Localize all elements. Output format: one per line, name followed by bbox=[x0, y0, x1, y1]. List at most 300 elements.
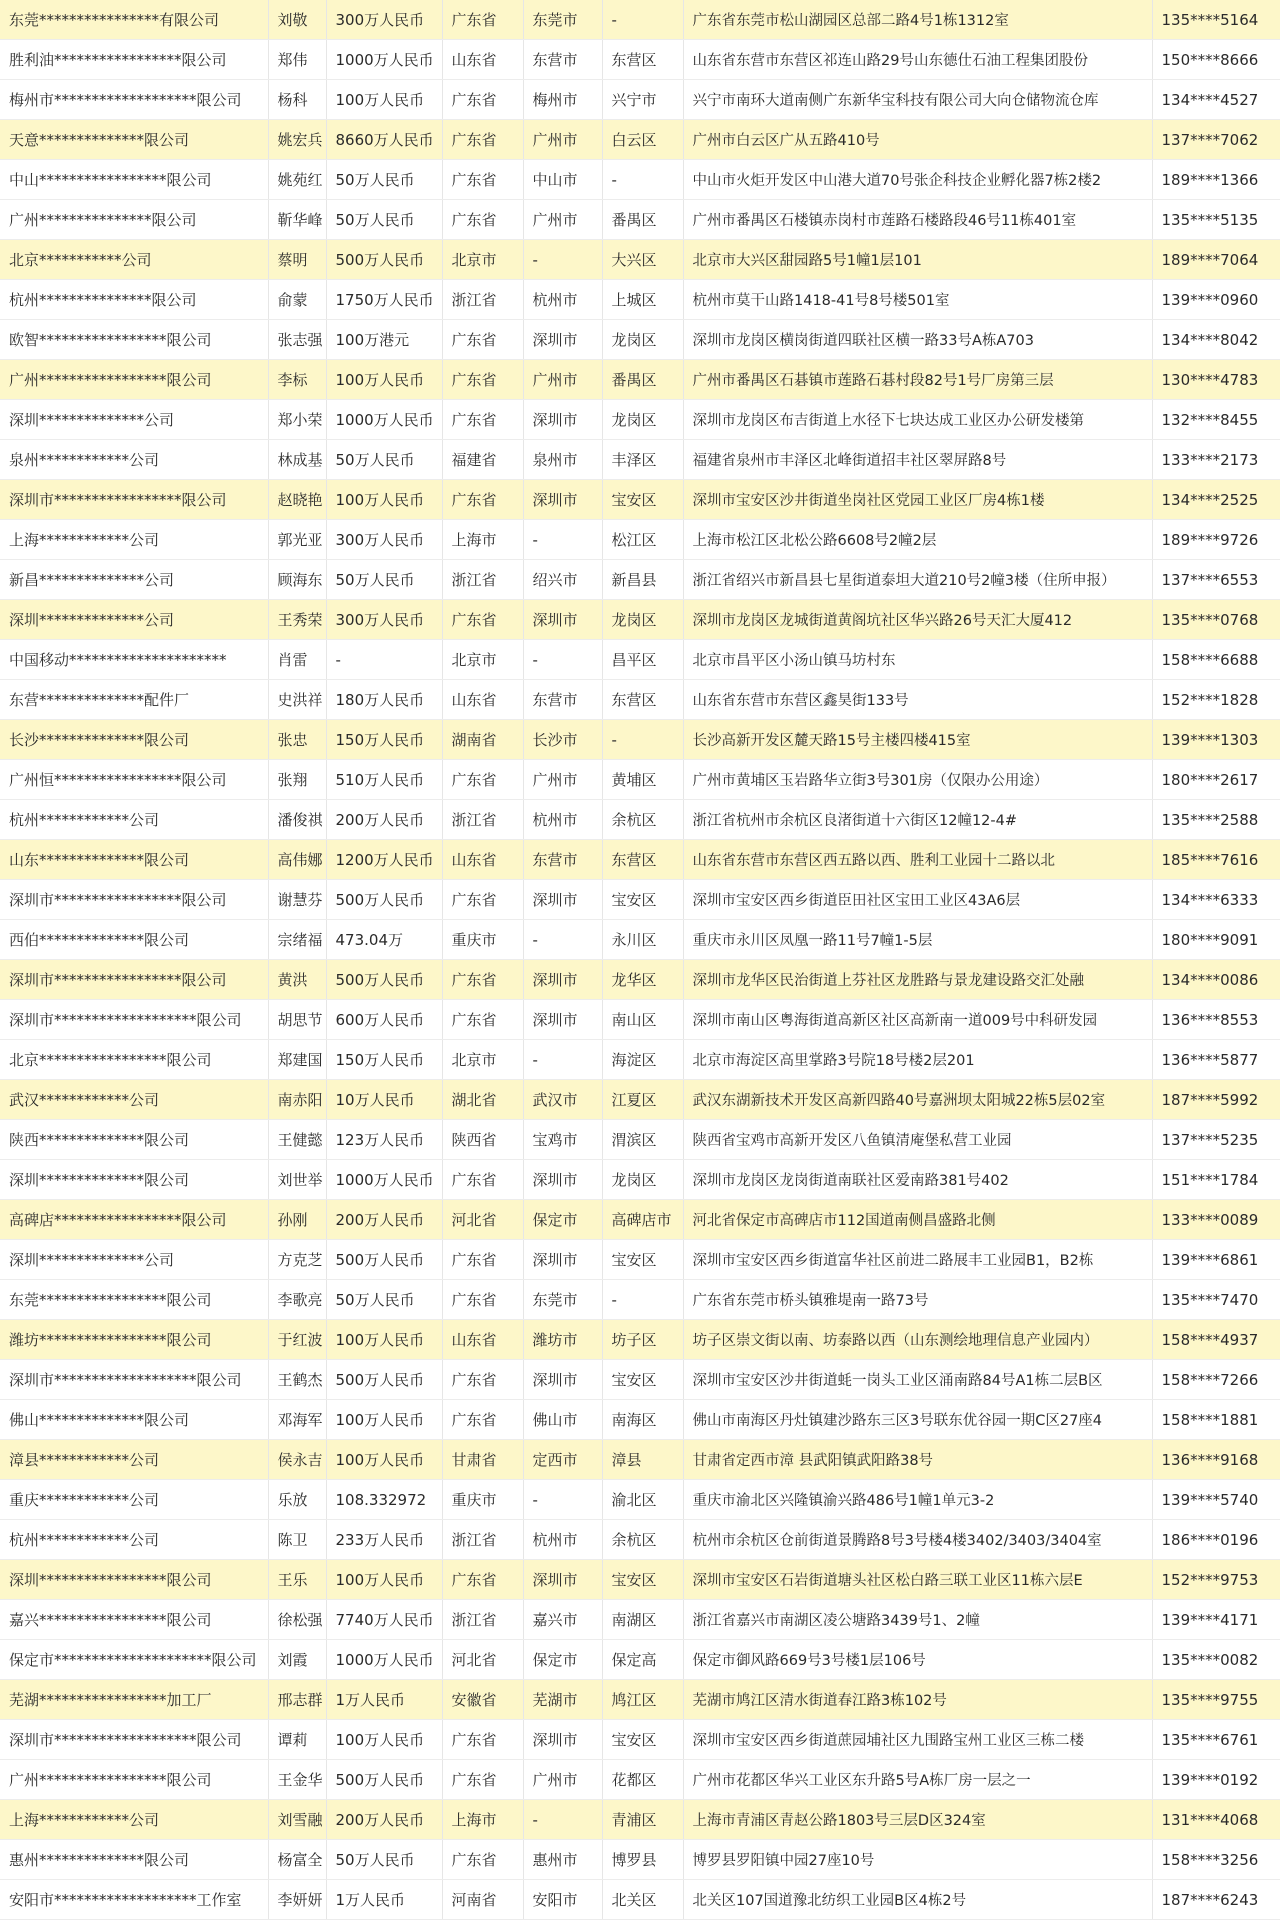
contact-person-cell: 邢志群 bbox=[268, 1680, 326, 1720]
city-cell: 深圳市 bbox=[523, 1360, 602, 1400]
phone-cell: 185****7616 bbox=[1152, 840, 1280, 880]
district-cell: 龙岗区 bbox=[602, 1160, 683, 1200]
city-cell: 东营市 bbox=[523, 840, 602, 880]
province-cell: 浙江省 bbox=[442, 1600, 523, 1640]
address-cell: 深圳市南山区粤海街道高新区社区高新南一道009号中科研发园 bbox=[683, 1000, 1152, 1040]
address-cell: 深圳市宝安区沙井街道坐岗社区党园工业区厂房4栋1楼 bbox=[683, 480, 1152, 520]
province-cell: 广东省 bbox=[442, 0, 523, 40]
province-cell: 河北省 bbox=[442, 1640, 523, 1680]
province-cell: 山东省 bbox=[442, 840, 523, 880]
city-cell: 东营市 bbox=[523, 40, 602, 80]
address-cell: 杭州市余杭区仓前街道景腾路8号3号楼4楼3402/3403/3404室 bbox=[683, 1520, 1152, 1560]
company-name-cell: 漳县************公司 bbox=[0, 1440, 268, 1480]
address-cell: 甘肃省定西市漳 县武阳镇武阳路38号 bbox=[683, 1440, 1152, 1480]
contact-person-cell: 刘敬 bbox=[268, 0, 326, 40]
company-name-cell: 深圳**************公司 bbox=[0, 1240, 268, 1280]
phone-cell: 139****1303 bbox=[1152, 720, 1280, 760]
city-cell: 长沙市 bbox=[523, 720, 602, 760]
district-cell: 龙岗区 bbox=[602, 600, 683, 640]
registered-capital-cell: 1万人民币 bbox=[326, 1680, 442, 1720]
province-cell: 广东省 bbox=[442, 1400, 523, 1440]
table-row bbox=[0, 360, 1280, 400]
table-row bbox=[0, 920, 1280, 960]
address-cell: 广州市黄埔区玉岩路华立街3号301房（仅限办公用途） bbox=[683, 760, 1152, 800]
contact-person-cell: 王秀荣 bbox=[268, 600, 326, 640]
contact-person-cell: 杨富全 bbox=[268, 1840, 326, 1880]
city-cell: 定西市 bbox=[523, 1440, 602, 1480]
address-cell: 深圳市龙华区民治街道上芬社区龙胜路与景龙建设路交汇处融 bbox=[683, 960, 1152, 1000]
company-name-cell: 北京***********公司 bbox=[0, 240, 268, 280]
company-name-cell: 重庆************公司 bbox=[0, 1480, 268, 1520]
address-cell: 北关区107国道豫北纺织工业园B区4栋2号 bbox=[683, 1880, 1152, 1920]
district-cell: 宝安区 bbox=[602, 480, 683, 520]
address-cell: 深圳市宝安区西乡街道蔗园埔社区九围路宝州工业区三栋二楼 bbox=[683, 1720, 1152, 1760]
contact-person-cell: 刘雪融 bbox=[268, 1800, 326, 1840]
district-cell: 新昌县 bbox=[602, 560, 683, 600]
table-row bbox=[0, 880, 1280, 920]
company-name-cell: 杭州***************限公司 bbox=[0, 280, 268, 320]
contact-person-cell: 高伟娜 bbox=[268, 840, 326, 880]
city-cell: 杭州市 bbox=[523, 1520, 602, 1560]
district-cell: 东营区 bbox=[602, 680, 683, 720]
province-cell: 福建省 bbox=[442, 440, 523, 480]
registered-capital-cell: 1200万人民币 bbox=[326, 840, 442, 880]
province-cell: 北京市 bbox=[442, 240, 523, 280]
contact-person-cell: 郑建国 bbox=[268, 1040, 326, 1080]
province-cell: 河北省 bbox=[442, 1200, 523, 1240]
company-name-cell: 深圳市*******************限公司 bbox=[0, 1360, 268, 1400]
company-name-cell: 深圳**************限公司 bbox=[0, 1160, 268, 1200]
contact-person-cell: 潘俊祺 bbox=[268, 800, 326, 840]
company-name-cell: 深圳市*******************限公司 bbox=[0, 1000, 268, 1040]
district-cell: 江夏区 bbox=[602, 1080, 683, 1120]
province-cell: 广东省 bbox=[442, 400, 523, 440]
company-name-cell: 深圳市*****************限公司 bbox=[0, 880, 268, 920]
district-cell: 兴宁市 bbox=[602, 80, 683, 120]
city-cell: 深圳市 bbox=[523, 600, 602, 640]
province-cell: 浙江省 bbox=[442, 280, 523, 320]
table-row bbox=[0, 720, 1280, 760]
registered-capital-cell: 50万人民币 bbox=[326, 200, 442, 240]
table-row bbox=[0, 1680, 1280, 1720]
contact-person-cell: 史洪祥 bbox=[268, 680, 326, 720]
phone-cell: 139****6861 bbox=[1152, 1240, 1280, 1280]
phone-cell: 187****6243 bbox=[1152, 1880, 1280, 1920]
address-cell: 北京市昌平区小汤山镇马坊村东 bbox=[683, 640, 1152, 680]
company-name-cell: 广州*****************限公司 bbox=[0, 1760, 268, 1800]
phone-cell: 135****5164 bbox=[1152, 0, 1280, 40]
district-cell: 黄埔区 bbox=[602, 760, 683, 800]
address-cell: 坊子区崇文街以南、坊泰路以西（山东测绘地理信息产业园内） bbox=[683, 1320, 1152, 1360]
registered-capital-cell: 200万人民币 bbox=[326, 1800, 442, 1840]
city-cell: 芜湖市 bbox=[523, 1680, 602, 1720]
contact-person-cell: 刘霞 bbox=[268, 1640, 326, 1680]
address-cell: 兴宁市南环大道南侧广东新华宝科技有限公司大向仓储物流仓库 bbox=[683, 80, 1152, 120]
contact-person-cell: 张翔 bbox=[268, 760, 326, 800]
district-cell: 昌平区 bbox=[602, 640, 683, 680]
phone-cell: 158****1881 bbox=[1152, 1400, 1280, 1440]
province-cell: 广东省 bbox=[442, 1000, 523, 1040]
province-cell: 广东省 bbox=[442, 80, 523, 120]
company-name-cell: 陕西**************限公司 bbox=[0, 1120, 268, 1160]
table-row bbox=[0, 480, 1280, 520]
province-cell: 广东省 bbox=[442, 1760, 523, 1800]
phone-cell: 137****7062 bbox=[1152, 120, 1280, 160]
registered-capital-cell: 100万人民币 bbox=[326, 1560, 442, 1600]
phone-cell: 187****5992 bbox=[1152, 1080, 1280, 1120]
registered-capital-cell: 1000万人民币 bbox=[326, 40, 442, 80]
province-cell: 上海市 bbox=[442, 1800, 523, 1840]
district-cell: 花都区 bbox=[602, 1760, 683, 1800]
province-cell: 广东省 bbox=[442, 360, 523, 400]
company-name-cell: 东营**************配件厂 bbox=[0, 680, 268, 720]
company-name-cell: 武汉************公司 bbox=[0, 1080, 268, 1120]
registered-capital-cell: 100万人民币 bbox=[326, 80, 442, 120]
phone-cell: 137****5235 bbox=[1152, 1120, 1280, 1160]
province-cell: 广东省 bbox=[442, 120, 523, 160]
contact-person-cell: 张志强 bbox=[268, 320, 326, 360]
address-cell: 浙江省嘉兴市南湖区凌公塘路3439号1、2幢 bbox=[683, 1600, 1152, 1640]
company-name-cell: 深圳市*****************限公司 bbox=[0, 960, 268, 1000]
district-cell: 宝安区 bbox=[602, 1360, 683, 1400]
district-cell: 渭滨区 bbox=[602, 1120, 683, 1160]
city-cell: 杭州市 bbox=[523, 280, 602, 320]
registered-capital-cell: 510万人民币 bbox=[326, 760, 442, 800]
phone-cell: 133****2173 bbox=[1152, 440, 1280, 480]
province-cell: 广东省 bbox=[442, 1840, 523, 1880]
phone-cell: 134****2525 bbox=[1152, 480, 1280, 520]
registered-capital-cell: 10万人民币 bbox=[326, 1080, 442, 1120]
phone-cell: 134****4527 bbox=[1152, 80, 1280, 120]
province-cell: 上海市 bbox=[442, 520, 523, 560]
province-cell: 广东省 bbox=[442, 1240, 523, 1280]
city-cell: 绍兴市 bbox=[523, 560, 602, 600]
contact-person-cell: 宗绪福 bbox=[268, 920, 326, 960]
address-cell: 杭州市莫干山路1418-41号8号楼501室 bbox=[683, 280, 1152, 320]
address-cell: 山东省东营市东营区鑫昊街133号 bbox=[683, 680, 1152, 720]
city-cell: 深圳市 bbox=[523, 1240, 602, 1280]
table-row bbox=[0, 800, 1280, 840]
registered-capital-cell: 100万人民币 bbox=[326, 1320, 442, 1360]
city-cell: 广州市 bbox=[523, 200, 602, 240]
contact-person-cell: 邓海军 bbox=[268, 1400, 326, 1440]
contact-person-cell: 李标 bbox=[268, 360, 326, 400]
address-cell: 博罗县罗阳镇中园27座10号 bbox=[683, 1840, 1152, 1880]
company-name-cell: 上海************公司 bbox=[0, 520, 268, 560]
company-name-cell: 新昌**************公司 bbox=[0, 560, 268, 600]
address-cell: 浙江省杭州市余杭区良渚街道十六街区12幢12-4# bbox=[683, 800, 1152, 840]
city-cell: 保定市 bbox=[523, 1640, 602, 1680]
phone-cell: 152****9753 bbox=[1152, 1560, 1280, 1600]
contact-person-cell: 陈卫 bbox=[268, 1520, 326, 1560]
address-cell: 深圳市宝安区西乡街道臣田社区宝田工业区43A6层 bbox=[683, 880, 1152, 920]
province-cell: 广东省 bbox=[442, 960, 523, 1000]
company-name-cell: 欧智*****************限公司 bbox=[0, 320, 268, 360]
city-cell: 深圳市 bbox=[523, 480, 602, 520]
table-row bbox=[0, 1520, 1280, 1560]
province-cell: 湖南省 bbox=[442, 720, 523, 760]
phone-cell: 130****4783 bbox=[1152, 360, 1280, 400]
registered-capital-cell: 50万人民币 bbox=[326, 160, 442, 200]
province-cell: 广东省 bbox=[442, 480, 523, 520]
phone-cell: 150****8666 bbox=[1152, 40, 1280, 80]
contact-person-cell: 林成基 bbox=[268, 440, 326, 480]
company-name-cell: 长沙**************限公司 bbox=[0, 720, 268, 760]
contact-person-cell: 于红波 bbox=[268, 1320, 326, 1360]
phone-cell: 158****7266 bbox=[1152, 1360, 1280, 1400]
contact-person-cell: 俞蒙 bbox=[268, 280, 326, 320]
registered-capital-cell: 300万人民币 bbox=[326, 0, 442, 40]
city-cell: 宝鸡市 bbox=[523, 1120, 602, 1160]
contact-person-cell: 顾海东 bbox=[268, 560, 326, 600]
province-cell: 广东省 bbox=[442, 1360, 523, 1400]
company-name-cell: 保定市*********************限公司 bbox=[0, 1640, 268, 1680]
address-cell: 广州市花都区华兴工业区东升路5号A栋厂房一层之一 bbox=[683, 1760, 1152, 1800]
table-row bbox=[0, 320, 1280, 360]
phone-cell: 133****0089 bbox=[1152, 1200, 1280, 1240]
registered-capital-cell: 50万人民币 bbox=[326, 1280, 442, 1320]
phone-cell: 151****1784 bbox=[1152, 1160, 1280, 1200]
address-cell: 深圳市宝安区沙井街道蚝一岗头工业区涌南路84号A1栋二层B区 bbox=[683, 1360, 1152, 1400]
province-cell: 广东省 bbox=[442, 1160, 523, 1200]
company-name-cell: 潍坊*****************限公司 bbox=[0, 1320, 268, 1360]
phone-cell: 180****9091 bbox=[1152, 920, 1280, 960]
address-cell: 陕西省宝鸡市高新开发区八鱼镇清庵堡私营工业园 bbox=[683, 1120, 1152, 1160]
contact-person-cell: 李歌亮 bbox=[268, 1280, 326, 1320]
district-cell: 永川区 bbox=[602, 920, 683, 960]
province-cell: 广东省 bbox=[442, 160, 523, 200]
district-cell: 余杭区 bbox=[602, 800, 683, 840]
registered-capital-cell: 50万人民币 bbox=[326, 560, 442, 600]
city-cell: 东莞市 bbox=[523, 0, 602, 40]
address-cell: 河北省保定市高碑店市112国道南侧昌盛路北侧 bbox=[683, 1200, 1152, 1240]
table-row bbox=[0, 960, 1280, 1000]
registered-capital-cell: 100万人民币 bbox=[326, 360, 442, 400]
phone-cell: 135****6761 bbox=[1152, 1720, 1280, 1760]
table-row bbox=[0, 440, 1280, 480]
company-name-cell: 上海************公司 bbox=[0, 1800, 268, 1840]
address-cell: 深圳市龙岗区龙岗街道南联社区爱南路381号402 bbox=[683, 1160, 1152, 1200]
province-cell: 陕西省 bbox=[442, 1120, 523, 1160]
district-cell: 番禺区 bbox=[602, 360, 683, 400]
city-cell: 武汉市 bbox=[523, 1080, 602, 1120]
phone-cell: 135****0768 bbox=[1152, 600, 1280, 640]
district-cell: 宝安区 bbox=[602, 1560, 683, 1600]
province-cell: 山东省 bbox=[442, 40, 523, 80]
address-cell: 北京市大兴区甜园路5号1幢1层101 bbox=[683, 240, 1152, 280]
province-cell: 广东省 bbox=[442, 880, 523, 920]
contact-person-cell: 方克芝 bbox=[268, 1240, 326, 1280]
contact-person-cell: 肖雷 bbox=[268, 640, 326, 680]
address-cell: 广东省东莞市松山湖园区总部二路4号1栋1312室 bbox=[683, 0, 1152, 40]
city-cell: 深圳市 bbox=[523, 320, 602, 360]
table-row bbox=[0, 680, 1280, 720]
registered-capital-cell: 7740万人民币 bbox=[326, 1600, 442, 1640]
table-row bbox=[0, 840, 1280, 880]
table-row bbox=[0, 600, 1280, 640]
phone-cell: 139****0960 bbox=[1152, 280, 1280, 320]
table-row bbox=[0, 1280, 1280, 1320]
address-cell: 保定市御风路669号3号楼1层106号 bbox=[683, 1640, 1152, 1680]
province-cell: 广东省 bbox=[442, 1560, 523, 1600]
table-row bbox=[0, 1240, 1280, 1280]
district-cell: 余杭区 bbox=[602, 1520, 683, 1560]
district-cell: 松江区 bbox=[602, 520, 683, 560]
district-cell: 海淀区 bbox=[602, 1040, 683, 1080]
city-cell: 深圳市 bbox=[523, 880, 602, 920]
table-row bbox=[0, 1320, 1280, 1360]
phone-cell: 135****7470 bbox=[1152, 1280, 1280, 1320]
district-cell: - bbox=[602, 720, 683, 760]
address-cell: 广州市番禺区石楼镇赤岗村市莲路石楼路段46号11栋401室 bbox=[683, 200, 1152, 240]
contact-person-cell: 姚苑红 bbox=[268, 160, 326, 200]
province-cell: 湖北省 bbox=[442, 1080, 523, 1120]
city-cell: 深圳市 bbox=[523, 1560, 602, 1600]
address-cell: 广州市白云区广从五路410号 bbox=[683, 120, 1152, 160]
city-cell: - bbox=[523, 520, 602, 560]
registered-capital-cell: 200万人民币 bbox=[326, 1200, 442, 1240]
province-cell: 山东省 bbox=[442, 680, 523, 720]
registered-capital-cell: 1000万人民币 bbox=[326, 1640, 442, 1680]
province-cell: 北京市 bbox=[442, 1040, 523, 1080]
city-cell: 深圳市 bbox=[523, 400, 602, 440]
province-cell: 广东省 bbox=[442, 320, 523, 360]
address-cell: 重庆市渝北区兴隆镇渝兴路486号1幢1单元3-2 bbox=[683, 1480, 1152, 1520]
contact-person-cell: 张忠 bbox=[268, 720, 326, 760]
registered-capital-cell: 300万人民币 bbox=[326, 520, 442, 560]
phone-cell: 134****0086 bbox=[1152, 960, 1280, 1000]
company-name-cell: 安阳市*******************工作室 bbox=[0, 1880, 268, 1920]
district-cell: 博罗县 bbox=[602, 1840, 683, 1880]
company-name-cell: 嘉兴*****************限公司 bbox=[0, 1600, 268, 1640]
district-cell: 南山区 bbox=[602, 1000, 683, 1040]
table-row bbox=[0, 1600, 1280, 1640]
city-cell: 泉州市 bbox=[523, 440, 602, 480]
contact-person-cell: 靳华峰 bbox=[268, 200, 326, 240]
table-row bbox=[0, 1840, 1280, 1880]
province-cell: 广东省 bbox=[442, 1720, 523, 1760]
table-row bbox=[0, 1160, 1280, 1200]
phone-cell: 136****8553 bbox=[1152, 1000, 1280, 1040]
phone-cell: 136****9168 bbox=[1152, 1440, 1280, 1480]
registered-capital-cell: 100万人民币 bbox=[326, 1400, 442, 1440]
table-row bbox=[0, 1760, 1280, 1800]
company-name-cell: 梅州市*******************限公司 bbox=[0, 80, 268, 120]
table-row bbox=[0, 1400, 1280, 1440]
registered-capital-cell: 108.332972 bbox=[326, 1480, 442, 1520]
district-cell: 宝安区 bbox=[602, 1240, 683, 1280]
district-cell: - bbox=[602, 160, 683, 200]
address-cell: 广州市番禺区石碁镇市莲路石碁村段82号1号厂房第三层 bbox=[683, 360, 1152, 400]
city-cell: 深圳市 bbox=[523, 1160, 602, 1200]
registered-capital-cell: 150万人民币 bbox=[326, 720, 442, 760]
contact-person-cell: 赵晓艳 bbox=[268, 480, 326, 520]
district-cell: 南海区 bbox=[602, 1400, 683, 1440]
address-cell: 重庆市永川区凤凰一路11号7幢1-5层 bbox=[683, 920, 1152, 960]
company-name-cell: 惠州**************限公司 bbox=[0, 1840, 268, 1880]
city-cell: - bbox=[523, 920, 602, 960]
company-name-cell: 泉州************公司 bbox=[0, 440, 268, 480]
company-name-cell: 天意**************限公司 bbox=[0, 120, 268, 160]
city-cell: - bbox=[523, 1480, 602, 1520]
phone-cell: 135****2588 bbox=[1152, 800, 1280, 840]
table-row bbox=[0, 1480, 1280, 1520]
company-name-cell: 杭州************公司 bbox=[0, 1520, 268, 1560]
registered-capital-cell: 100万人民币 bbox=[326, 1720, 442, 1760]
company-name-cell: 深圳**************公司 bbox=[0, 400, 268, 440]
registered-capital-cell: 150万人民币 bbox=[326, 1040, 442, 1080]
address-cell: 北京市海淀区高里掌路3号院18号楼2层201 bbox=[683, 1040, 1152, 1080]
contact-person-cell: 王健懿 bbox=[268, 1120, 326, 1160]
company-name-cell: 佛山**************限公司 bbox=[0, 1400, 268, 1440]
registered-capital-cell: 200万人民币 bbox=[326, 800, 442, 840]
district-cell: 鸠江区 bbox=[602, 1680, 683, 1720]
registered-capital-cell: 500万人民币 bbox=[326, 240, 442, 280]
city-cell: 惠州市 bbox=[523, 1840, 602, 1880]
district-cell: 南湖区 bbox=[602, 1600, 683, 1640]
phone-cell: 135****5135 bbox=[1152, 200, 1280, 240]
phone-cell: 158****3256 bbox=[1152, 1840, 1280, 1880]
company-name-cell: 胜利油*****************限公司 bbox=[0, 40, 268, 80]
phone-cell: 152****1828 bbox=[1152, 680, 1280, 720]
contact-person-cell: 郑伟 bbox=[268, 40, 326, 80]
company-name-cell: 芜湖*****************加工厂 bbox=[0, 1680, 268, 1720]
contact-person-cell: 蔡明 bbox=[268, 240, 326, 280]
address-cell: 上海市松江区北松公路6608号2幢2层 bbox=[683, 520, 1152, 560]
registered-capital-cell: 180万人民币 bbox=[326, 680, 442, 720]
city-cell: - bbox=[523, 1800, 602, 1840]
city-cell: 中山市 bbox=[523, 160, 602, 200]
city-cell: 深圳市 bbox=[523, 1000, 602, 1040]
city-cell: 梅州市 bbox=[523, 80, 602, 120]
table-row bbox=[0, 1200, 1280, 1240]
province-cell: 安徽省 bbox=[442, 1680, 523, 1720]
registered-capital-cell: 100万人民币 bbox=[326, 480, 442, 520]
province-cell: 浙江省 bbox=[442, 800, 523, 840]
contact-person-cell: 王乐 bbox=[268, 1560, 326, 1600]
table-row bbox=[0, 560, 1280, 600]
address-cell: 武汉东湖新技术开发区高新四路40号嘉洲坝太阳城22栋5层02室 bbox=[683, 1080, 1152, 1120]
phone-cell: 158****4937 bbox=[1152, 1320, 1280, 1360]
phone-cell: 186****0196 bbox=[1152, 1520, 1280, 1560]
company-name-cell: 东莞*****************限公司 bbox=[0, 1280, 268, 1320]
city-cell: - bbox=[523, 1040, 602, 1080]
company-name-cell: 北京*****************限公司 bbox=[0, 1040, 268, 1080]
table-row bbox=[0, 520, 1280, 560]
address-cell: 山东省东营市东营区西五路以西、胜利工业园十二路以北 bbox=[683, 840, 1152, 880]
table-row bbox=[0, 1560, 1280, 1600]
district-cell: 北关区 bbox=[602, 1880, 683, 1920]
contact-person-cell: 王鹤杰 bbox=[268, 1360, 326, 1400]
company-name-cell: 中山*****************限公司 bbox=[0, 160, 268, 200]
address-cell: 广东省东莞市桥头镇雅堤南一路73号 bbox=[683, 1280, 1152, 1320]
address-cell: 上海市青浦区青赵公路1803号三层D区324室 bbox=[683, 1800, 1152, 1840]
province-cell: 重庆市 bbox=[442, 920, 523, 960]
table-row bbox=[0, 1800, 1280, 1840]
table-row bbox=[0, 640, 1280, 680]
contact-person-cell: 郭光亚 bbox=[268, 520, 326, 560]
address-cell: 佛山市南海区丹灶镇建沙路东三区3号联东优谷园一期C区27座4 bbox=[683, 1400, 1152, 1440]
phone-cell: 189****7064 bbox=[1152, 240, 1280, 280]
company-name-cell: 东莞****************有限公司 bbox=[0, 0, 268, 40]
district-cell: 保定高 bbox=[602, 1640, 683, 1680]
table-row bbox=[0, 1000, 1280, 1040]
city-cell: 安阳市 bbox=[523, 1880, 602, 1920]
registered-capital-cell: 233万人民币 bbox=[326, 1520, 442, 1560]
address-cell: 深圳市龙岗区龙城街道黄阁坑社区华兴路26号天汇大厦412 bbox=[683, 600, 1152, 640]
company-name-cell: 深圳市*******************限公司 bbox=[0, 1720, 268, 1760]
city-cell: 深圳市 bbox=[523, 960, 602, 1000]
